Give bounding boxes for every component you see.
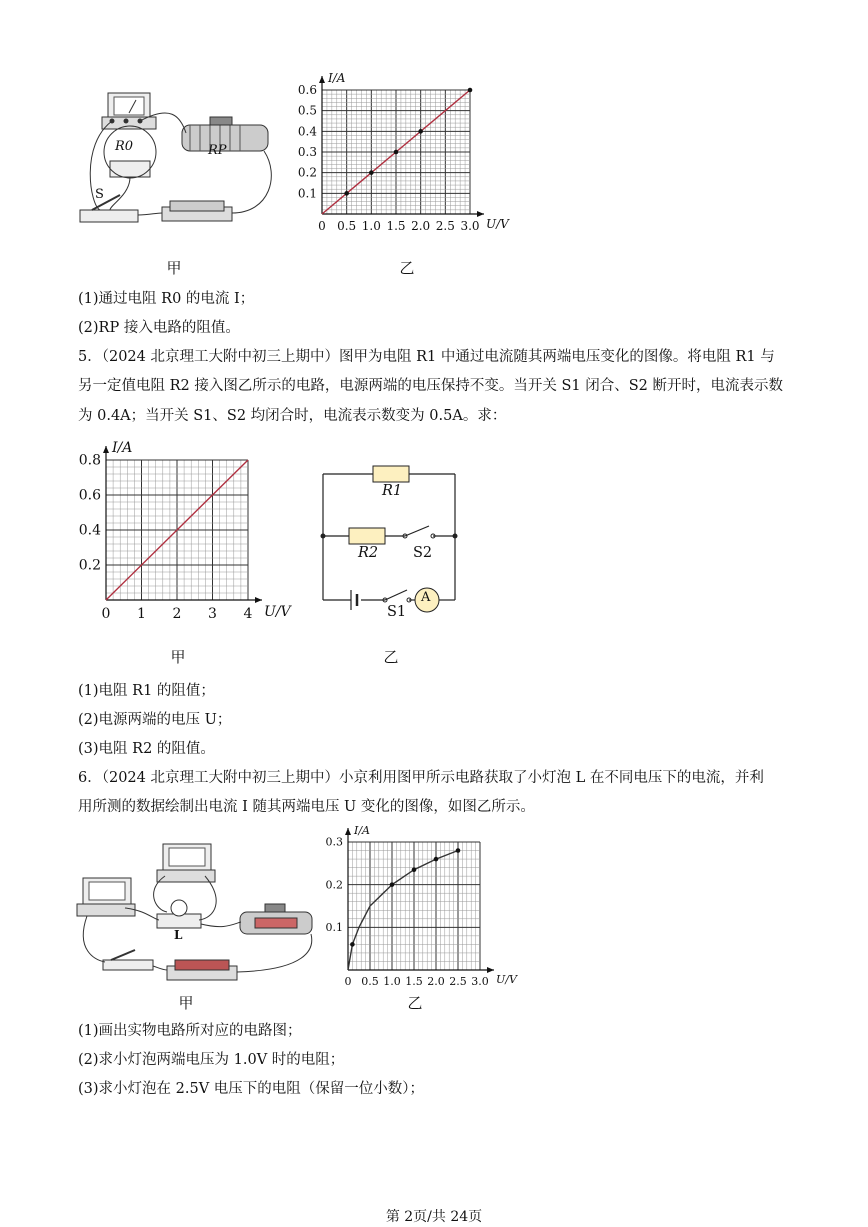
q6-line-1: 6．（2024 北京理工大附中初三上期中）小京利用图甲所示电路获取了小灯泡 L 在不同电压下的电流，并利 (78, 770, 764, 786)
data-point (456, 848, 461, 853)
data-point (434, 857, 439, 862)
q6-sub-2: (2)求小灯泡两端电压为 1.0V 时的电阻； (78, 1052, 345, 1068)
x-tick-label: 2.5 (435, 219, 455, 233)
question-2: (2)RP 接入电路的阻值。 (78, 320, 240, 336)
y-tick-label: 0.8 (78, 452, 101, 469)
q6-label-lamp: L (174, 928, 183, 942)
x-axis-label: U/V (264, 604, 291, 620)
q6-apparatus-figure (75, 840, 320, 990)
q5-label-r1: R1 (382, 483, 403, 499)
y-tick-label: 0.2 (325, 878, 343, 892)
question-1: (1)通过电阻 R0 的电流 I； (78, 291, 255, 307)
x-tick-label: 3.0 (471, 975, 489, 988)
data-point (369, 170, 374, 175)
q5-line-3: 为 0.4A；当开关 S1、S2 均闭合时，电流表示数变为 0.5A。求： (78, 408, 507, 424)
x-tick-label: 0 (344, 975, 352, 988)
chart-iu-lamp (320, 818, 520, 996)
q5-sub-2: (2)电源两端的电压 U； (78, 712, 232, 728)
y-tick-label: 0.6 (297, 83, 317, 97)
q5-label-s1: S1 (387, 604, 407, 620)
q5-line-2: 另一定值电阻 R2 接入图乙所示的电路，电源两端的电压保持不变。当开关 S1 闭合、S2 断开时，电流表示数 (78, 378, 784, 394)
x-tick-label: 0 (101, 606, 111, 622)
y-tick-label: 0.4 (78, 522, 101, 539)
q5-sub-1: (1)电阻 R1 的阻值； (78, 683, 215, 699)
y-tick-label: 0.3 (297, 145, 317, 159)
x-axis-label: U/V (496, 973, 517, 986)
data-point (350, 942, 355, 947)
q5-label-r2: R2 (358, 545, 379, 561)
x-tick-label: 2.0 (411, 219, 431, 233)
y-axis-arrow (103, 446, 109, 453)
q6-sub-1: (1)画出实物电路所对应的电路图； (78, 1023, 302, 1039)
x-tick-label: 4 (243, 606, 253, 622)
figure-label-jia: 甲 (166, 259, 182, 277)
y-tick-label: 0.6 (78, 487, 101, 504)
q5-figure-label-yi: 乙 (383, 648, 399, 666)
x-axis-arrow (487, 967, 494, 973)
x-tick-label: 1 (137, 606, 146, 622)
label-rp: RP (208, 143, 227, 158)
q5-label-s2: S2 (413, 545, 433, 561)
x-tick-label: 1.5 (386, 219, 406, 233)
data-point (468, 88, 473, 93)
x-tick-label: 1.5 (405, 975, 423, 988)
q6-sub-3: (3)求小灯泡在 2.5V 电压下的电阻（保留一位小数）； (78, 1081, 425, 1097)
x-axis-arrow (477, 211, 484, 217)
y-tick-label: 0.1 (325, 921, 343, 934)
x-tick-label: 2 (172, 606, 182, 622)
x-axis-label: U/V (486, 217, 509, 231)
x-tick-label: 1.0 (361, 219, 381, 233)
q5-figure-label-jia: 甲 (170, 648, 186, 666)
label-r0: R0 (115, 139, 134, 154)
y-axis-label: I/A (328, 71, 346, 85)
x-tick-label: 2.0 (427, 975, 445, 988)
y-tick-label: 0.5 (297, 103, 317, 118)
q5-label-ammeter: A (421, 590, 431, 605)
y-tick-label: 0.3 (325, 835, 343, 849)
data-point (390, 882, 395, 887)
data-point (412, 867, 417, 872)
y-tick-label: 0.2 (78, 557, 101, 574)
y-tick-label: 0.1 (297, 186, 317, 201)
chart-iu-resistor-r0 (294, 62, 524, 262)
apparatus-figure-top (70, 85, 290, 235)
y-tick-label: 0.2 (297, 165, 317, 180)
q5-line-1: 5．（2024 北京理工大附中初三上期中）图甲为电阻 R1 中通过电流随其两端电压变化的图像。将电阻 R1 与 (78, 349, 775, 365)
x-tick-label: 0 (318, 219, 326, 233)
y-tick-label: 0.4 (297, 124, 317, 139)
label-s: S (95, 187, 104, 202)
x-tick-label: 0.5 (361, 975, 379, 988)
x-tick-label: 2.5 (449, 975, 467, 988)
x-tick-label: 3.0 (460, 219, 480, 233)
x-tick-label: 0.5 (337, 219, 357, 233)
y-axis-label: I/A (112, 440, 133, 456)
data-point (344, 191, 349, 196)
y-axis-label: I/A (354, 824, 370, 837)
q6-figure-label-jia: 甲 (178, 994, 194, 1012)
x-axis-arrow (255, 597, 262, 603)
data-point (418, 129, 423, 134)
figure-label-yi: 乙 (399, 259, 415, 277)
q6-figure-label-yi: 乙 (407, 994, 423, 1012)
chart-iu-resistor-r1 (70, 430, 310, 635)
q5-sub-3: (3)电阻 R2 的阻值。 (78, 741, 215, 757)
y-axis-arrow (345, 828, 351, 835)
data-point (394, 150, 399, 155)
x-tick-label: 3 (208, 606, 217, 622)
q6-line-2: 用所测的数据绘制出电流 I 随其两端电压 U 变化的图像，如图乙所示。 (78, 799, 535, 815)
y-axis-arrow (319, 76, 325, 83)
page-footer: 第 2页/共 24页 (385, 1209, 483, 1225)
x-tick-label: 1.0 (383, 975, 401, 988)
